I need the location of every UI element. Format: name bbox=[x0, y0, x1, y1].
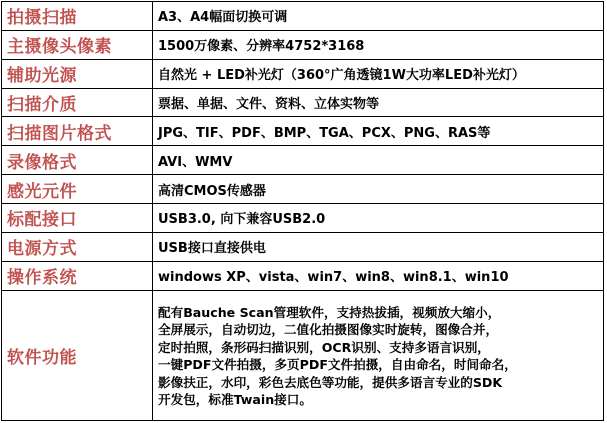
spec-row-video-formats bbox=[2, 146, 604, 175]
spec-label: 软件功能 bbox=[2, 290, 153, 420]
spec-label: 操作系统 bbox=[2, 261, 153, 290]
software-line: 开发包，标准Twain接口。 bbox=[158, 392, 312, 408]
spec-row-interface bbox=[2, 204, 604, 233]
spec-value: windows XP、vista、win7、win8、win8.1、win10 bbox=[153, 261, 604, 290]
spec-value: 票据、单据、文件、资料、立体实物等 bbox=[153, 88, 604, 117]
software-line: 影像扶正，水印，彩色去底色等功能，提供多语言专业的SDK bbox=[158, 374, 503, 390]
spec-table bbox=[1, 1, 604, 421]
spec-label: 扫描介质 bbox=[2, 88, 153, 117]
spec-value: AVI、WMV bbox=[153, 146, 604, 175]
spec-value: JPG、TIF、PDF、BMP、TGA、PCX、PNG、RAS等 bbox=[153, 117, 604, 146]
spec-row-os bbox=[2, 261, 604, 290]
spec-row-light-source bbox=[2, 59, 604, 88]
spec-value: USB接口直接供电 bbox=[153, 232, 604, 261]
spec-row-scan-media bbox=[2, 88, 604, 117]
software-line: 全屏展示，自动切边，二值化拍摄图像实时旋转，图像合并， bbox=[158, 322, 499, 338]
spec-row-software bbox=[2, 290, 604, 420]
spec-row-scan-size bbox=[2, 2, 604, 31]
spec-value: 高清CMOS传感器 bbox=[153, 175, 604, 204]
spec-label: 电源方式 bbox=[2, 232, 153, 261]
spec-label: 辅助光源 bbox=[2, 59, 153, 88]
spec-row-sensor bbox=[2, 175, 604, 204]
software-line: 定时拍照，条形码扫描识别，OCR识别、支持多语言识别， bbox=[158, 339, 490, 355]
spec-label: 拍摄扫描 bbox=[2, 2, 153, 31]
spec-value: 自然光 + LED补光灯（360°广角透镜1W大功率LED补光灯） bbox=[153, 59, 604, 88]
software-line: 配有Bauche Scan管理软件，支持热拔插，视频放大缩小， bbox=[158, 304, 501, 320]
spec-label: 感光元件 bbox=[2, 175, 153, 204]
spec-row-camera-pixels bbox=[2, 30, 604, 59]
spec-row-power bbox=[2, 232, 604, 261]
spec-value: USB3.0, 向下兼容USB2.0 bbox=[153, 204, 604, 233]
spec-row-image-formats bbox=[2, 117, 604, 146]
spec-label: 标配接口 bbox=[2, 204, 153, 233]
spec-label: 录像格式 bbox=[2, 146, 153, 175]
spec-value: 1500万像素、分辨率4752*3168 bbox=[153, 30, 604, 59]
spec-value: A3、A4幅面切换可调 bbox=[153, 2, 604, 31]
software-line: 一键PDF文件拍摄，多页PDF文件拍摄，自由命名，时间命名， bbox=[158, 357, 517, 373]
spec-value-multiline bbox=[153, 290, 604, 420]
spec-label: 扫描图片格式 bbox=[2, 117, 153, 146]
spec-label: 主摄像头像素 bbox=[2, 30, 153, 59]
